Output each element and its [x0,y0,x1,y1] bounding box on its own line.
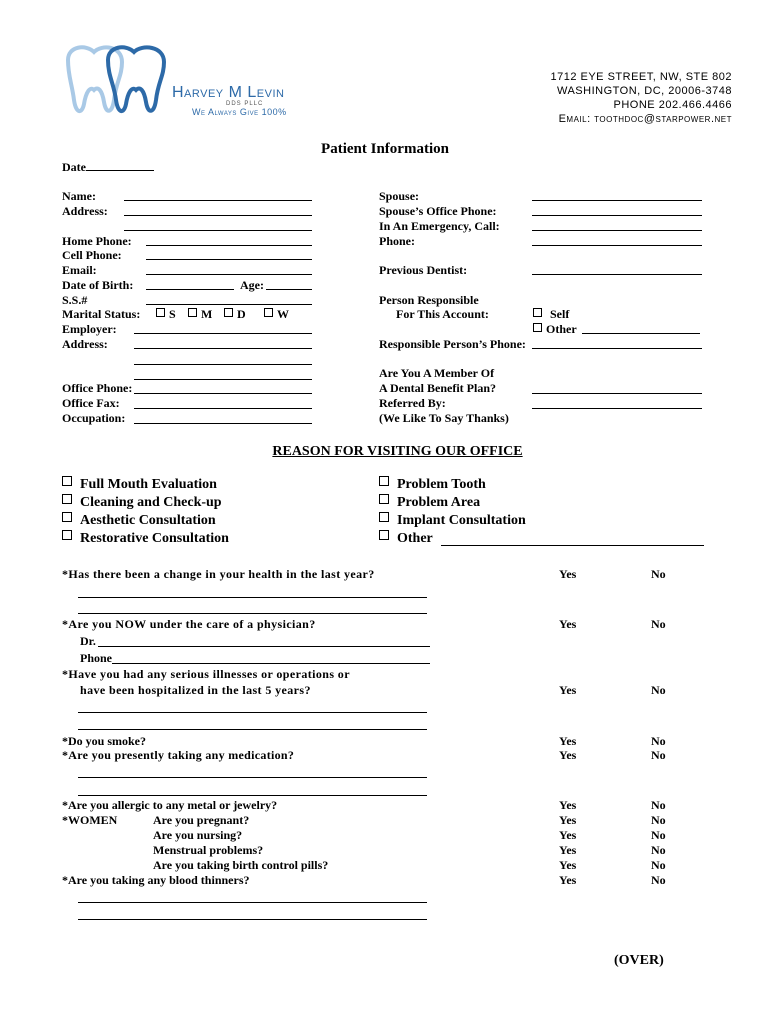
logo-subtitle: DDS PLLC [226,101,264,107]
cell-phone-input[interactable] [146,259,312,260]
no-option[interactable]: No [651,873,666,887]
question-nursing: Are you nursing? [153,828,243,842]
reason-full-mouth[interactable]: Full Mouth Evaluation [62,476,217,493]
other-option[interactable]: Other [533,322,577,337]
reason-problem-tooth[interactable]: Problem Tooth [379,476,486,493]
doctor-label: Dr. [80,634,96,648]
home-phone-input[interactable] [146,245,312,246]
yes-option[interactable]: Yes [559,617,577,631]
checkbox-icon [379,530,389,540]
no-option[interactable]: No [651,734,666,748]
page-title: Patient Information [321,141,449,157]
address-phone: PHONE 202.466.4466 [613,99,732,111]
member-label-1: Are You A Member Of [379,366,495,380]
yes-option[interactable]: Yes [559,734,577,748]
email-input[interactable] [146,274,312,275]
question-illness-cont: have been hospitalized in the last 5 years? [80,683,311,697]
spouse-input[interactable] [532,200,702,201]
responsible-phone-input[interactable] [532,348,702,349]
checkbox-icon [224,308,233,317]
yes-option[interactable]: Yes [559,873,577,887]
practice-address [550,70,732,126]
self-option[interactable]: Self [533,307,569,322]
yes-option[interactable]: Yes [559,567,577,581]
over-note: (OVER) [614,953,664,968]
thanks-label: (We Like To Say Thanks) [379,411,509,425]
name-input[interactable] [124,200,312,201]
question-blood-thinners: *Are you taking any blood thinners? [62,873,250,887]
checkbox-icon [62,494,72,504]
doctor-input[interactable] [98,646,430,647]
employer-address-line2[interactable] [134,364,312,365]
yes-option[interactable]: Yes [559,798,577,812]
marital-option-m[interactable]: M [188,307,212,322]
employer-address-input[interactable] [134,348,312,349]
no-option[interactable]: No [651,843,666,857]
employer-label: Employer: [62,322,117,336]
address-line: WASHINGTON, DC, 20006-3748 [556,85,732,97]
no-option[interactable]: No [651,798,666,812]
answer-line[interactable] [78,613,427,614]
dob-label: Date of Birth: [62,278,134,292]
office-fax-label: Office Fax: [62,396,120,410]
reason-other[interactable]: Other [379,530,433,547]
office-phone-label: Office Phone: [62,381,133,395]
marital-status-label: Marital Status: [62,307,141,321]
member-label-2: A Dental Benefit Plan? [379,381,496,395]
marital-option-s[interactable]: S [156,307,176,322]
answer-line[interactable] [78,597,427,598]
occupation-label: Occupation: [62,411,126,425]
spouse-phone-input[interactable] [532,215,702,216]
question-illness: *Have you had any serious illnesses or operations or [62,667,350,681]
address-line: 1712 EYE STREET, NW, STE 802 [550,71,732,83]
checkbox-icon [533,323,542,332]
spouse-phone-label: Spouse’s Office Phone: [379,204,497,218]
home-phone-label: Home Phone: [62,234,132,248]
employer-address-line3[interactable] [134,379,312,380]
reason-other-input[interactable] [441,545,704,546]
email-label: Email: [62,263,97,277]
dob-input[interactable] [146,289,234,290]
question-medication: *Are you presently taking any medication? [62,748,295,762]
employer-address-label: Address: [62,337,108,351]
age-input[interactable] [266,289,312,290]
answer-line[interactable] [78,919,427,920]
women-label: *WOMEN [62,813,118,827]
answer-line[interactable] [78,777,427,778]
address-email: Email: toothdoc@starpower.net [558,113,732,125]
yes-option[interactable]: Yes [559,748,577,762]
checkbox-icon [264,308,273,317]
address-label: Address: [62,204,108,218]
reason-cleaning[interactable]: Cleaning and Check-up [62,494,222,511]
checkbox-icon [156,308,165,317]
responsible-phone-label: Responsible Person’s Phone: [379,337,526,351]
checkbox-icon [533,308,542,317]
yes-option[interactable]: Yes [559,828,577,842]
answer-line[interactable] [78,712,427,713]
referred-label: Referred By: [379,396,446,410]
ss-label: S.S.# [62,293,88,307]
checkbox-icon [62,530,72,540]
answer-line[interactable] [78,729,427,730]
emergency-phone-input[interactable] [532,245,702,246]
doctor-phone-input[interactable] [112,663,430,664]
answer-line[interactable] [78,795,427,796]
answer-line[interactable] [78,902,427,903]
question-pregnant: Are you pregnant? [153,813,250,827]
age-label: Age: [240,278,264,292]
marital-option-w[interactable]: W [264,307,289,322]
no-option[interactable]: No [651,683,666,697]
question-menstrual: Menstrual problems? [153,843,264,857]
yes-option[interactable]: Yes [559,813,577,827]
question-smoke: *Do you smoke? [62,734,147,748]
reason-title: REASON FOR VISITING OUR OFFICE [272,444,523,459]
emergency-input[interactable] [532,230,702,231]
address-input[interactable] [124,215,312,216]
question-physician: *Are you NOW under the care of a physician? [62,617,316,631]
previous-dentist-label: Previous Dentist: [379,263,468,277]
name-label: Name: [62,189,96,203]
logo-tagline: We Always Give 100% [192,107,287,117]
yes-option[interactable]: Yes [559,683,577,697]
member-input[interactable] [532,393,702,394]
reason-problem-area[interactable]: Problem Area [379,494,480,511]
reason-aesthetic[interactable]: Aesthetic Consultation [62,512,216,529]
checkbox-icon [188,308,197,317]
doctor-phone-label: Phone [80,651,113,665]
no-option[interactable]: No [651,567,666,581]
no-option[interactable]: No [651,748,666,762]
reason-implant[interactable]: Implant Consultation [379,512,526,529]
no-option[interactable]: No [651,828,666,842]
no-option[interactable]: No [651,813,666,827]
emergency-phone-label: Phone: [379,234,415,248]
question-allergy: *Are you allergic to any metal or jewelry? [62,798,278,812]
question-birth-control: Are you taking birth control pills? [153,858,329,872]
checkbox-icon [379,494,389,504]
yes-option[interactable]: Yes [559,843,577,857]
checkbox-icon [62,476,72,486]
reason-restorative[interactable]: Restorative Consultation [62,530,229,547]
logo-name: Harvey M Levin [172,84,285,101]
office-phone-input[interactable] [134,393,312,394]
emergency-label: In An Emergency, Call: [379,219,500,233]
marital-option-d[interactable]: D [224,307,246,322]
address-input-line2[interactable] [124,230,312,231]
checkbox-icon [62,512,72,522]
person-responsible-label: Person Responsible [379,293,479,307]
question-health-change: *Has there been a change in your health in the last year? [62,567,375,581]
employer-input[interactable] [134,333,312,334]
checkbox-icon [379,476,389,486]
checkbox-icon [379,512,389,522]
no-option[interactable]: No [651,858,666,872]
ss-input[interactable] [146,304,312,305]
for-account-label: For This Account: [396,307,489,321]
office-fax-input[interactable] [134,408,312,409]
occupation-input[interactable] [134,423,312,424]
referred-input[interactable] [532,408,702,409]
tooth-logo-icon [60,42,175,120]
other-input[interactable] [582,333,700,334]
previous-dentist-input[interactable] [532,274,702,275]
spouse-label: Spouse: [379,189,420,203]
date-field[interactable]: Date [62,159,154,175]
yes-option[interactable]: Yes [559,858,577,872]
no-option[interactable]: No [651,617,666,631]
cell-phone-label: Cell Phone: [62,248,122,262]
